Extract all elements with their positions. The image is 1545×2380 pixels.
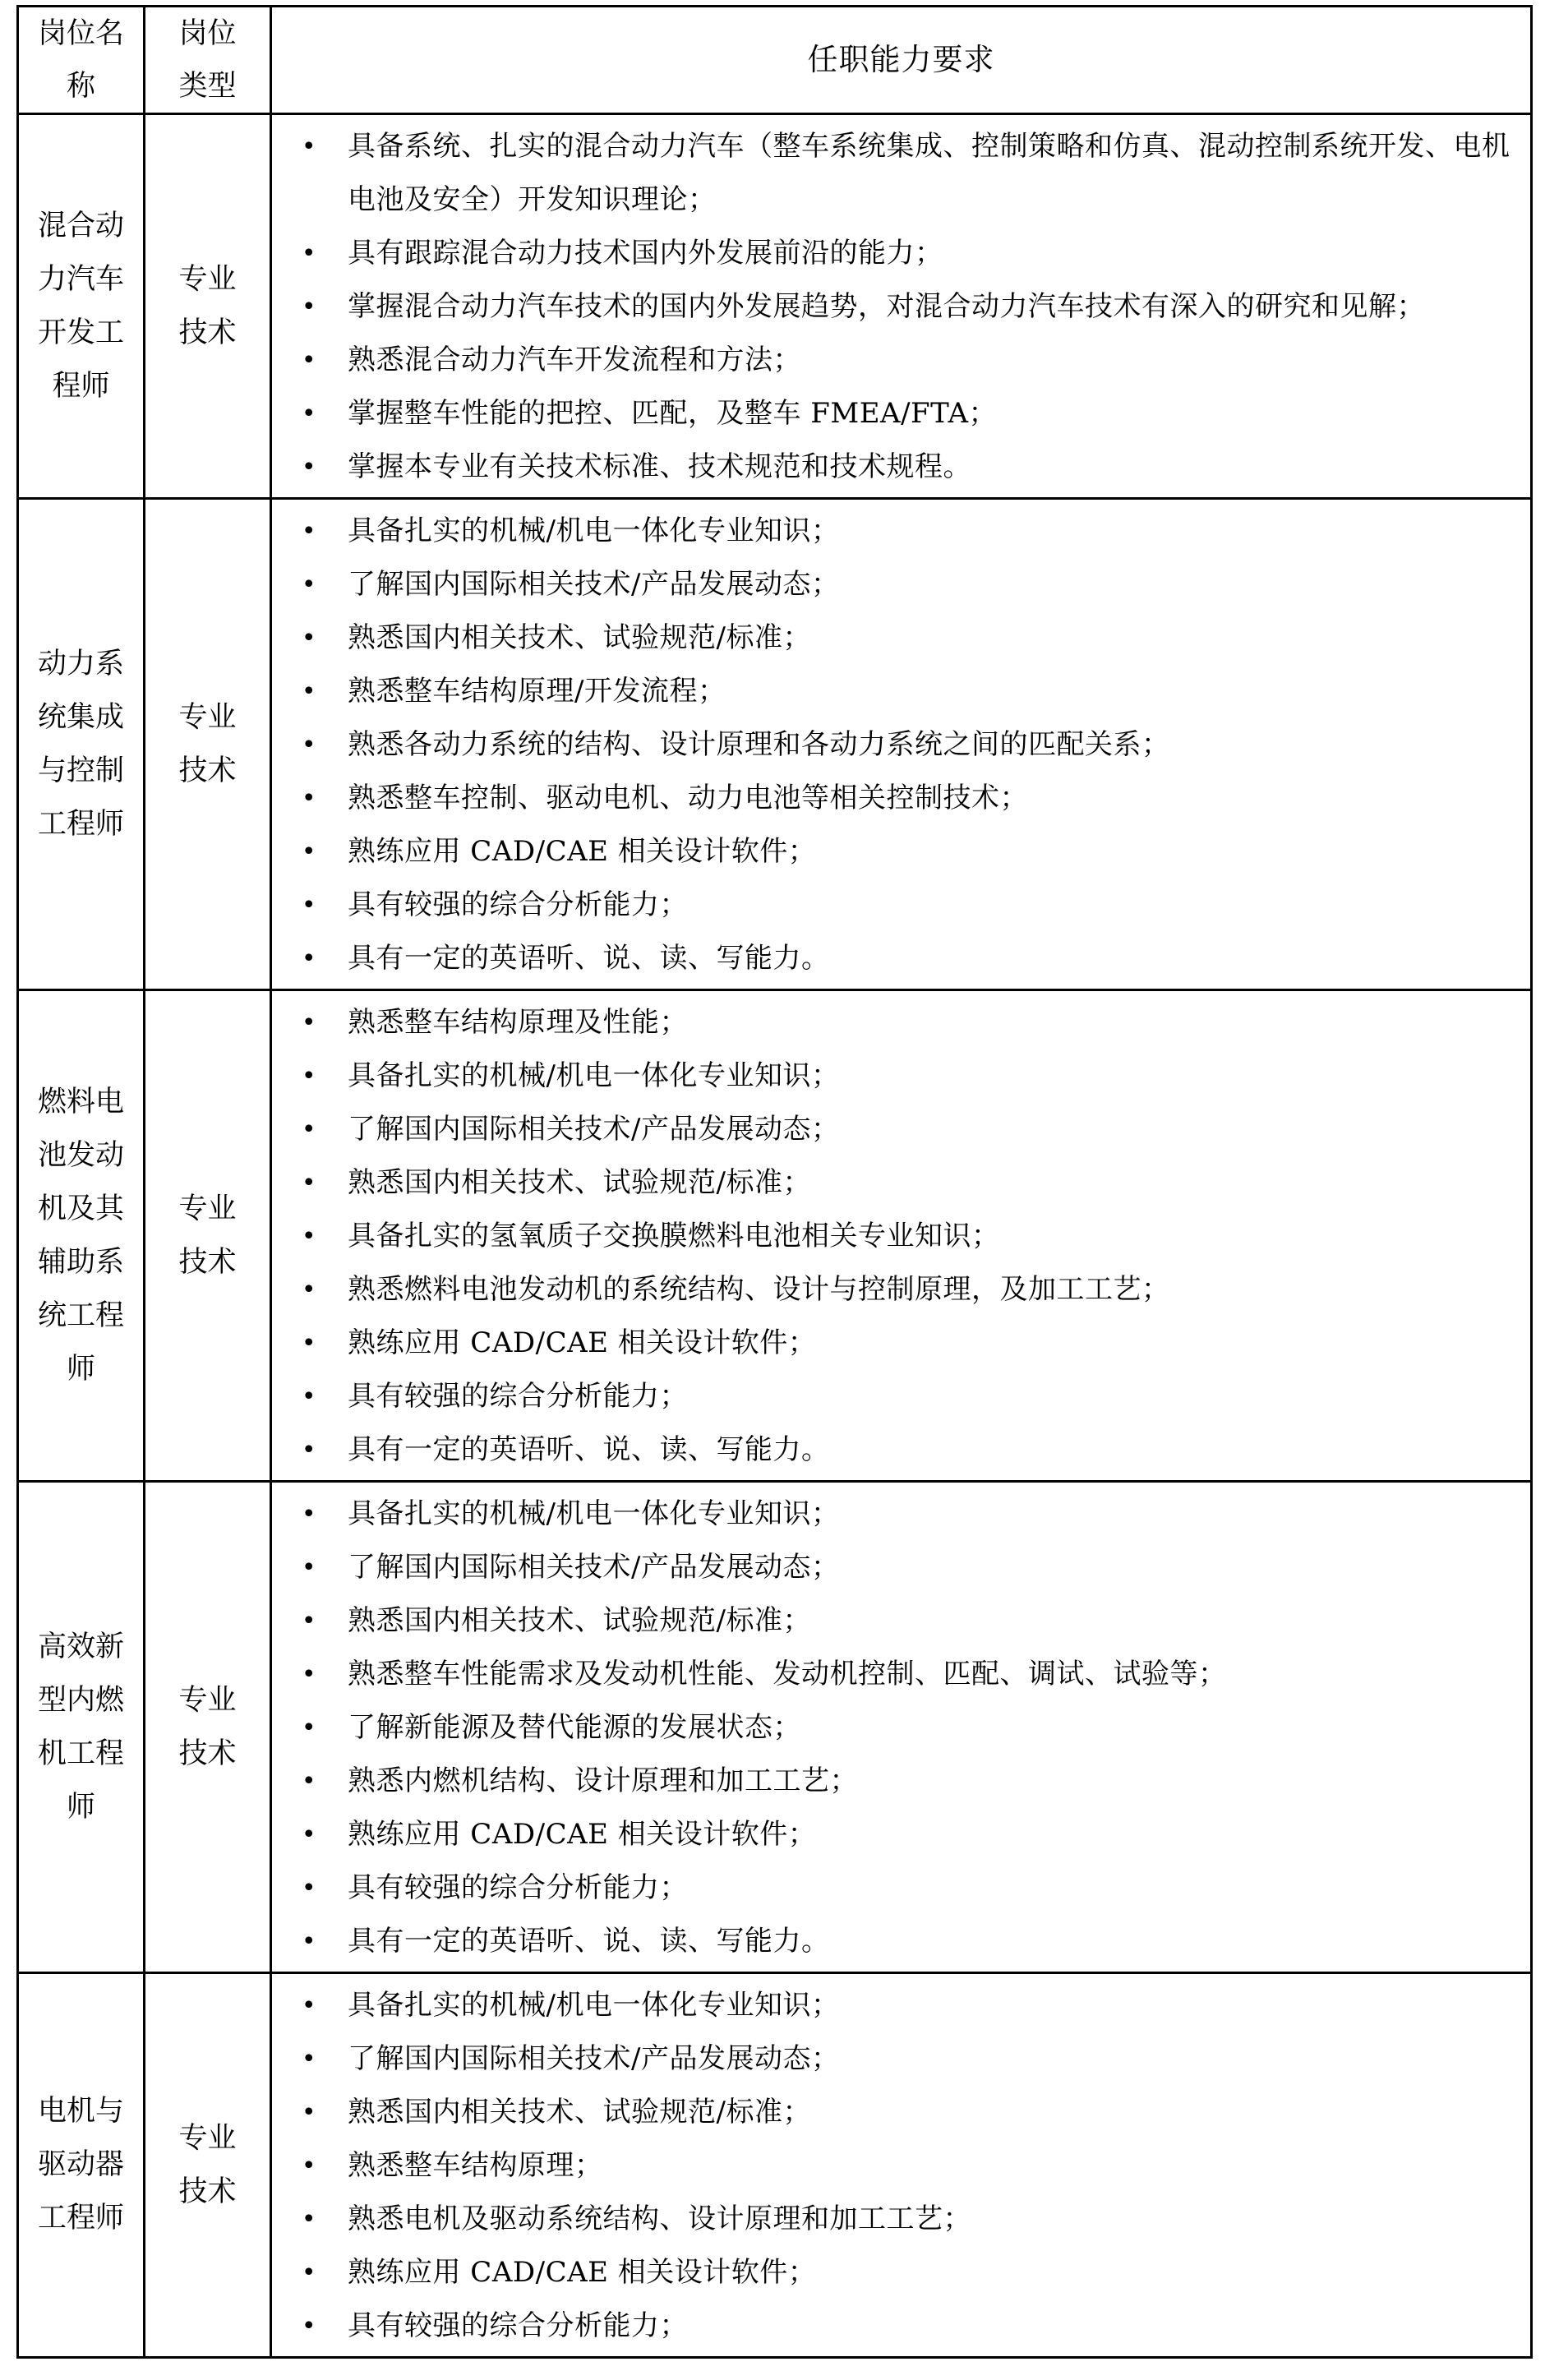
job-requirements-table — [16, 5, 1533, 2359]
requirement-text: 具有一定的英语听、说、读、写能力。 — [348, 1433, 830, 1466]
table-row — [18, 990, 1532, 1482]
requirement-text: 熟悉混合动力汽车开发流程和方法； — [348, 344, 801, 376]
requirement-text: 熟练应用 CAD/CAE 相关设计软件； — [348, 1818, 817, 1851]
table-header-row — [18, 7, 1532, 114]
job-type-cell — [145, 990, 271, 1482]
bullet-icon: • — [301, 1767, 317, 1796]
requirement-text: 熟练应用 CAD/CAE 相关设计软件； — [348, 1326, 817, 1359]
requirement-item — [272, 1915, 1530, 1968]
header-requirements — [271, 7, 1532, 114]
bullet-icon: • — [301, 293, 317, 321]
requirement-text: 熟悉国内相关技术、试验规范/标准； — [348, 2096, 811, 2129]
requirements-list — [272, 1483, 1530, 1972]
requirement-item — [272, 1263, 1530, 1317]
requirement-item — [272, 825, 1530, 879]
bullet-icon: • — [301, 1008, 317, 1037]
header-requirements-label: 任职能力要求 — [807, 42, 995, 77]
job-name-cell — [18, 990, 145, 1482]
requirement-item — [272, 120, 1530, 227]
job-name-cell — [18, 499, 145, 990]
requirement-text: 了解国内国际相关技术/产品发展动态； — [348, 1551, 840, 1584]
header-job-name — [18, 7, 145, 114]
requirement-text: 熟悉电机及驱动系统结构、设计原理和加工工艺； — [348, 2202, 971, 2235]
requirement-text: 具备扎实的机械/机电一体化专业知识； — [348, 1989, 840, 2022]
requirement-item — [272, 611, 1530, 665]
bullet-icon: • — [301, 1169, 317, 1197]
requirement-text: 具备扎实的机械/机电一体化专业知识； — [348, 1497, 840, 1530]
bullet-icon: • — [301, 731, 317, 759]
requirement-text: 熟悉国内相关技术、试验规范/标准； — [348, 621, 811, 654]
bullet-icon: • — [301, 1991, 317, 2020]
requirement-text: 熟悉国内相关技术、试验规范/标准； — [348, 1166, 811, 1199]
job-type: 专业技术 — [178, 2121, 237, 2208]
job-type: 专业技术 — [178, 1683, 237, 1770]
bullet-icon: • — [301, 570, 317, 599]
bullet-icon: • — [301, 399, 317, 428]
requirement-item — [272, 2193, 1530, 2246]
requirement-item — [272, 2299, 1530, 2353]
requirement-text: 熟悉整车控制、驱动电机、动力电池等相关控制技术； — [348, 782, 1028, 814]
requirement-item — [272, 772, 1530, 825]
requirement-text: 具备扎实的机械/机电一体化专业知识； — [348, 1059, 840, 1092]
bullet-icon: • — [301, 1275, 317, 1304]
requirement-text: 掌握整车性能的把控、匹配，及整车 FMEA/FTA； — [348, 397, 998, 430]
bullet-icon: • — [301, 891, 317, 920]
header-job-name-label: 岗位名称 — [37, 17, 124, 103]
bullet-icon: • — [301, 1222, 317, 1251]
requirement-item — [272, 1423, 1530, 1477]
requirement-item — [272, 1648, 1530, 1701]
requirements-cell — [271, 1482, 1532, 1973]
requirement-text: 具有较强的综合分析能力； — [348, 2309, 688, 2342]
requirement-text: 掌握本专业有关技术标准、技术规范和技术规程。 — [348, 450, 971, 483]
bullet-icon: • — [301, 1714, 317, 1742]
job-name: 燃料电池发动机及其辅助系统工程师 — [37, 1085, 124, 1386]
requirement-item — [272, 1541, 1530, 1594]
bullet-icon: • — [301, 2312, 317, 2341]
job-name: 混合动力汽车开发工程师 — [37, 209, 124, 403]
requirement-item — [272, 1103, 1530, 1156]
requirement-text: 熟悉内燃机结构、设计原理和加工工艺； — [348, 1764, 858, 1797]
requirement-item — [272, 1370, 1530, 1423]
table-body — [18, 114, 1532, 2358]
requirement-item — [272, 2139, 1530, 2193]
job-name: 电机与驱动器工程师 — [37, 2095, 124, 2235]
job-name-cell — [18, 114, 145, 499]
bullet-icon: • — [301, 1329, 317, 1358]
header-job-type-label: 岗位类型 — [178, 17, 237, 103]
requirement-text: 掌握混合动力汽车技术的国内外发展趋势，对混合动力汽车技术有深入的研究和见解； — [348, 290, 1425, 323]
bullet-icon: • — [301, 677, 317, 706]
requirement-item — [272, 932, 1530, 985]
requirement-item — [272, 1488, 1530, 1541]
requirement-text: 了解新能源及替代能源的发展状态； — [348, 1711, 801, 1744]
requirement-text: 具有一定的英语听、说、读、写能力。 — [348, 942, 830, 975]
bullet-icon: • — [301, 1660, 317, 1689]
requirement-item — [272, 1755, 1530, 1808]
bullet-icon: • — [301, 453, 317, 482]
job-name-cell — [18, 1973, 145, 2358]
bullet-icon: • — [301, 1062, 317, 1091]
job-type-cell — [145, 1482, 271, 1973]
document-page — [16, 5, 1530, 2359]
requirement-text: 熟练应用 CAD/CAE 相关设计软件； — [348, 835, 817, 868]
bullet-icon: • — [301, 1553, 317, 1582]
bullet-icon: • — [301, 1436, 317, 1464]
bullet-icon: • — [301, 837, 317, 866]
requirement-item — [272, 1210, 1530, 1263]
requirement-item — [272, 227, 1530, 280]
requirements-cell — [271, 990, 1532, 1482]
bullet-icon: • — [301, 517, 317, 546]
requirement-text: 熟悉燃料电池发动机的系统结构、设计与控制原理，及加工工艺； — [348, 1273, 1170, 1306]
requirements-list — [272, 115, 1530, 497]
job-name: 动力系统集成与控制工程师 — [37, 647, 124, 841]
requirement-item — [272, 1594, 1530, 1648]
requirement-item — [272, 879, 1530, 932]
requirements-cell — [271, 499, 1532, 990]
requirement-text: 了解国内国际相关技术/产品发展动态； — [348, 568, 840, 601]
job-type-cell — [145, 499, 271, 990]
requirement-item — [272, 1808, 1530, 1861]
requirement-item — [272, 1156, 1530, 1210]
job-name: 高效新型内燃机工程师 — [37, 1630, 124, 1824]
job-type: 专业技术 — [178, 700, 237, 787]
requirement-text: 了解国内国际相关技术/产品发展动态； — [348, 2042, 840, 2075]
requirement-text: 具有一定的英语听、说、读、写能力。 — [348, 1925, 830, 1958]
table-row — [18, 1482, 1532, 1973]
requirement-item — [272, 718, 1530, 772]
bullet-icon: • — [301, 239, 317, 268]
requirement-item — [272, 2032, 1530, 2086]
requirement-item — [272, 505, 1530, 558]
bullet-icon: • — [301, 1607, 317, 1635]
requirement-item — [272, 334, 1530, 387]
requirement-text: 熟练应用 CAD/CAE 相关设计软件； — [348, 2256, 817, 2289]
requirement-item — [272, 440, 1530, 494]
requirement-item — [272, 996, 1530, 1049]
requirement-item — [272, 1861, 1530, 1915]
requirement-item — [272, 387, 1530, 440]
bullet-icon: • — [301, 2045, 317, 2073]
job-name-cell — [18, 1482, 145, 1973]
requirements-cell — [271, 1973, 1532, 2358]
bullet-icon: • — [301, 2098, 317, 2127]
job-type-cell — [145, 1973, 271, 2358]
requirement-text: 具备扎实的机械/机电一体化专业知识； — [348, 514, 840, 547]
job-type: 专业技术 — [178, 1192, 237, 1279]
requirement-text: 熟悉整车结构原理/开发流程； — [348, 675, 726, 708]
bullet-icon: • — [301, 2152, 317, 2180]
bullet-icon: • — [301, 1820, 317, 1849]
bullet-icon: • — [301, 2205, 317, 2234]
bullet-icon: • — [301, 346, 317, 375]
requirement-item — [272, 2246, 1530, 2299]
requirement-text: 熟悉各动力系统的结构、设计原理和各动力系统之间的匹配关系； — [348, 728, 1170, 761]
requirement-item — [272, 1979, 1530, 2032]
requirement-text: 具有跟踪混合动力技术国内外发展前沿的能力； — [348, 237, 943, 270]
header-job-type — [145, 7, 271, 114]
bullet-icon: • — [301, 2258, 317, 2287]
bullet-icon: • — [301, 1382, 317, 1411]
job-type: 专业技术 — [178, 262, 237, 349]
requirements-list — [272, 1974, 1530, 2356]
bullet-icon: • — [301, 944, 317, 973]
job-type-cell — [145, 114, 271, 499]
requirement-text: 具备系统、扎实的混合动力汽车（整车系统集成、控制策略和仿真、混动控制系统开发、电机电池及安全）开发知识理论； — [348, 130, 1510, 216]
requirement-item — [272, 1317, 1530, 1370]
table-row — [18, 1973, 1532, 2358]
table-row — [18, 114, 1532, 499]
requirement-item — [272, 665, 1530, 718]
requirements-list — [272, 500, 1530, 989]
requirement-text: 熟悉整车结构原理； — [348, 2149, 603, 2182]
requirements-cell — [271, 114, 1532, 499]
table-row — [18, 499, 1532, 990]
requirement-item — [272, 280, 1530, 334]
requirement-text: 熟悉整车结构原理及性能； — [348, 1006, 688, 1039]
requirement-text: 具备扎实的氢氧质子交换膜燃料电池相关专业知识； — [348, 1220, 1000, 1252]
bullet-icon: • — [301, 1927, 317, 1956]
bullet-icon: • — [301, 1874, 317, 1903]
requirement-item — [272, 1701, 1530, 1755]
requirement-text: 具有较强的综合分析能力； — [348, 1380, 688, 1413]
requirement-item — [272, 558, 1530, 611]
requirement-text: 了解国内国际相关技术/产品发展动态； — [348, 1113, 840, 1146]
requirement-text: 熟悉国内相关技术、试验规范/标准； — [348, 1604, 811, 1637]
requirement-text: 具有较强的综合分析能力； — [348, 1871, 688, 1904]
requirement-item — [272, 2086, 1530, 2139]
requirement-text: 具有较强的综合分析能力； — [348, 888, 688, 921]
bullet-icon: • — [301, 784, 317, 813]
requirement-text: 熟悉整车性能需求及发动机性能、发动机控制、匹配、调试、试验等； — [348, 1658, 1227, 1690]
requirements-list — [272, 991, 1530, 1480]
bullet-icon: • — [301, 624, 317, 653]
bullet-icon: • — [301, 1115, 317, 1144]
requirement-item — [272, 1049, 1530, 1103]
bullet-icon: • — [301, 132, 317, 161]
bullet-icon: • — [301, 1500, 317, 1529]
